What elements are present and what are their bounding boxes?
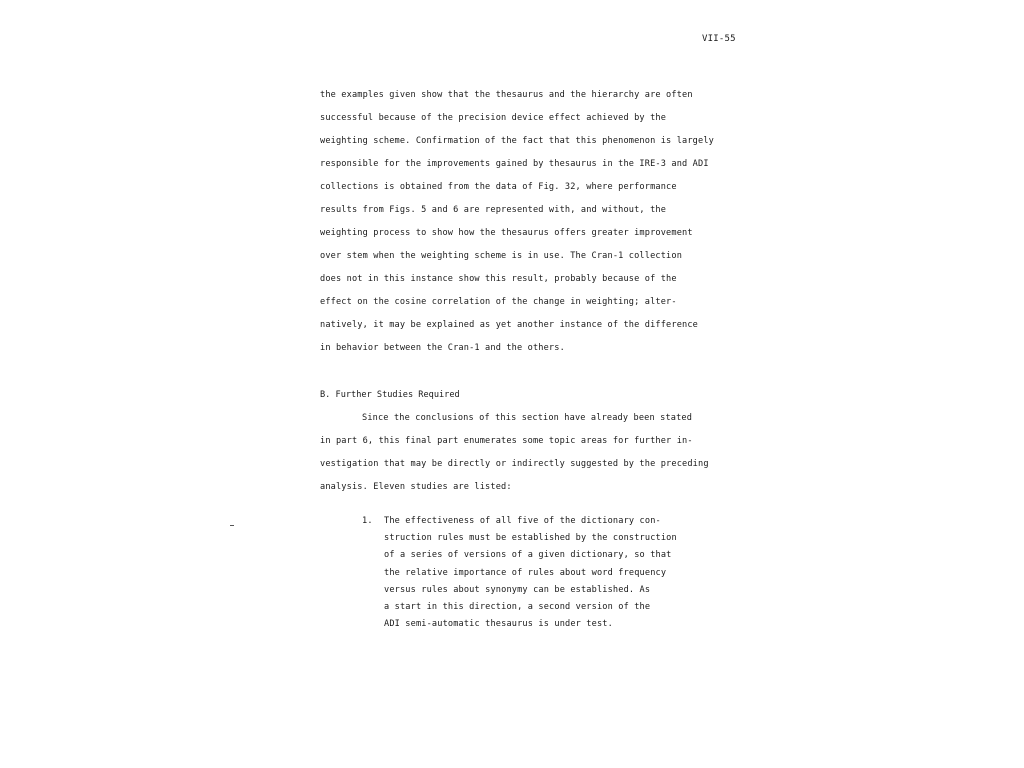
scan-speck <box>230 525 234 526</box>
list-item-number: 1. <box>362 516 373 526</box>
text-line: in behavior between the Cran-1 and the others. <box>320 343 565 353</box>
list-item-first-line <box>362 513 702 530</box>
text-line: Since the conclusions of this section have already been stated <box>362 413 693 423</box>
section-heading: B. Further Studies Required <box>320 390 460 400</box>
text-line: weighting scheme. Confirmation of the fact that this phenomenon is largely <box>320 136 714 146</box>
text-line: a start in this direction, a second version of the <box>384 601 651 612</box>
text-line: versus rules about synonymy can be established. As <box>384 584 651 595</box>
text-line: successful because of the precision device effect achieved by the <box>320 113 667 123</box>
text-line: vestigation that may be directly or indirectly suggested by the preceding <box>320 459 709 469</box>
text-line: collections is obtained from the data of Fig. 32, where performance <box>320 182 677 192</box>
text-line: does not in this instance show this result, probably because of the <box>320 274 677 284</box>
text-line: results from Figs. 5 and 6 are represented with, and without, the <box>320 205 667 215</box>
text-line: effect on the cosine correlation of the change in weighting; alter- <box>320 297 677 307</box>
list-item <box>362 513 702 633</box>
text-line: The effectiveness of all five of the dictionary con- <box>384 516 661 526</box>
page-number: VII-55 <box>702 34 736 44</box>
text-line: responsible for the improvements gained by thesaurus in the IRE-3 and ADI <box>320 159 709 169</box>
paragraph-weighting-scheme <box>320 84 730 360</box>
text-line: the examples given show that the thesaurus and the hierarchy are often <box>320 90 693 100</box>
text-line: analysis. Eleven studies are listed: <box>320 482 512 492</box>
text-line: natively, it may be explained as yet another instance of the difference <box>320 320 698 330</box>
paragraph-further-studies <box>320 407 730 499</box>
text-line: ADI semi-automatic thesaurus is under test. <box>384 619 613 630</box>
text-line: of a series of versions of a given dictionary, so that <box>384 550 672 561</box>
text-line: in part 6, this final part enumerates some topic areas for further in- <box>320 436 693 446</box>
text-line: the relative importance of rules about word frequency <box>384 567 667 578</box>
text-line: weighting process to show how the thesaurus offers greater improvement <box>320 228 693 238</box>
text-line: struction rules must be established by the construction <box>384 533 677 544</box>
text-line: over stem when the weighting scheme is in use. The Cran-1 collection <box>320 251 683 261</box>
